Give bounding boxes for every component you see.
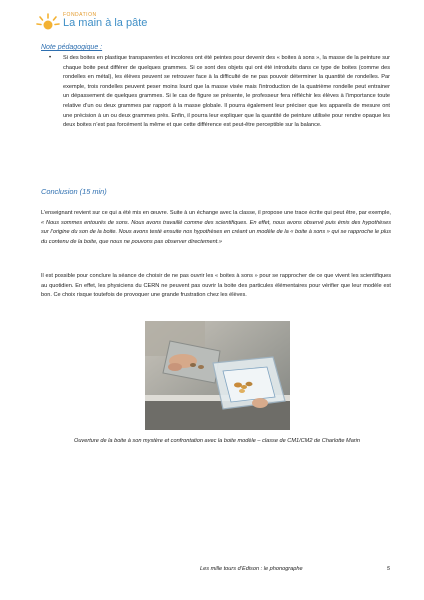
note-heading: Note pédagogique : xyxy=(41,44,103,51)
conclusion-heading: Conclusion (15 min) xyxy=(41,187,107,196)
note-text: Si des boites en plastique transparentes et incolores ont été peintes pour devenir des « boites à sons », la masse de la peinture sur chaque boite peut différer de quelques grammes. Si ce sont des objets qui ont été introduits dans ce type de boites (comme des rondelles en métal), les élèves peuvent se retrouver face à la difficulté de ne pas pouvoir déterminer la quantité de rondelles. Par exemple, trois rondelles peuvent peser moins lourd que la masse visée mais l’introduction de la quatrième rondelle peut entrainer un dépassement de quelques grammes. Si le cas de figure se présente, le professeur fera réfléchir les élèves à l’importance toute relative d’un ou deux grammes par rapport à la masse globale. Il pourra également leur préciser que les appareils de mesure ont une précision à un ou deux grammes près. Enfin, il pourra leur expliquer que la quantité de peinture utilisée pour rendre opaque les deux boites n’est pas forcément la même et que cette différence est peut-être perceptible sur la balance. xyxy=(63,55,390,129)
page-number: 5 xyxy=(386,566,390,572)
figure-caption: Ouverture de la boite à son mystère et confrontation avec la boite modèle – classe de CM1/CM2 de Charlotte Marin xyxy=(73,438,361,444)
logo-brand-text: La main à la pâte xyxy=(63,17,148,29)
conclusion-paragraph-2: Il est possible pour conclure la séance de choisir de ne pas ouvrir les « boites à sons » pour se rapprocher de ce que vivent les scientifiques au quotidien. En effet, les physiciens du CERN ne peuvent pas ouvrir la boite des particules élémentaires pour vérifier que leur modèle est bon. Ce choix risque toutefois de provoquer une grande frustration chez les élèves. xyxy=(41,273,391,299)
conclusion-intro: L’enseignant revient sur ce qui a été mis en œuvre. Suite à un échange avec la classe, il propose une trace écrite qui peut être, par exemple, xyxy=(41,210,391,216)
foundation-logo xyxy=(36,8,156,36)
sun-logo-icon xyxy=(36,12,60,34)
conclusion-quote: « Nous sommes entourés de sons. Nous avons travaillé comme des scientifiques. En effet, nous avons observé puis émis des hypothèses sur l’origine du son de la boite. Nous avons testé ensuite nos hypothèses en créant un modèle de la « boite à sons » qui se rapproche le plus du contenu de la boite, que nous ne pouvons pas observer directement.» xyxy=(41,219,391,245)
footer-title: Les mille tours d’Edison : le phonographe xyxy=(200,566,303,572)
bullet-icon: • xyxy=(49,55,52,61)
page-footer xyxy=(200,566,390,572)
photo-illustration xyxy=(145,321,290,430)
logo-fondation-text: FONDATION xyxy=(63,12,97,18)
conclusion-paragraph-1 xyxy=(41,209,391,247)
classroom-photo xyxy=(145,321,290,430)
